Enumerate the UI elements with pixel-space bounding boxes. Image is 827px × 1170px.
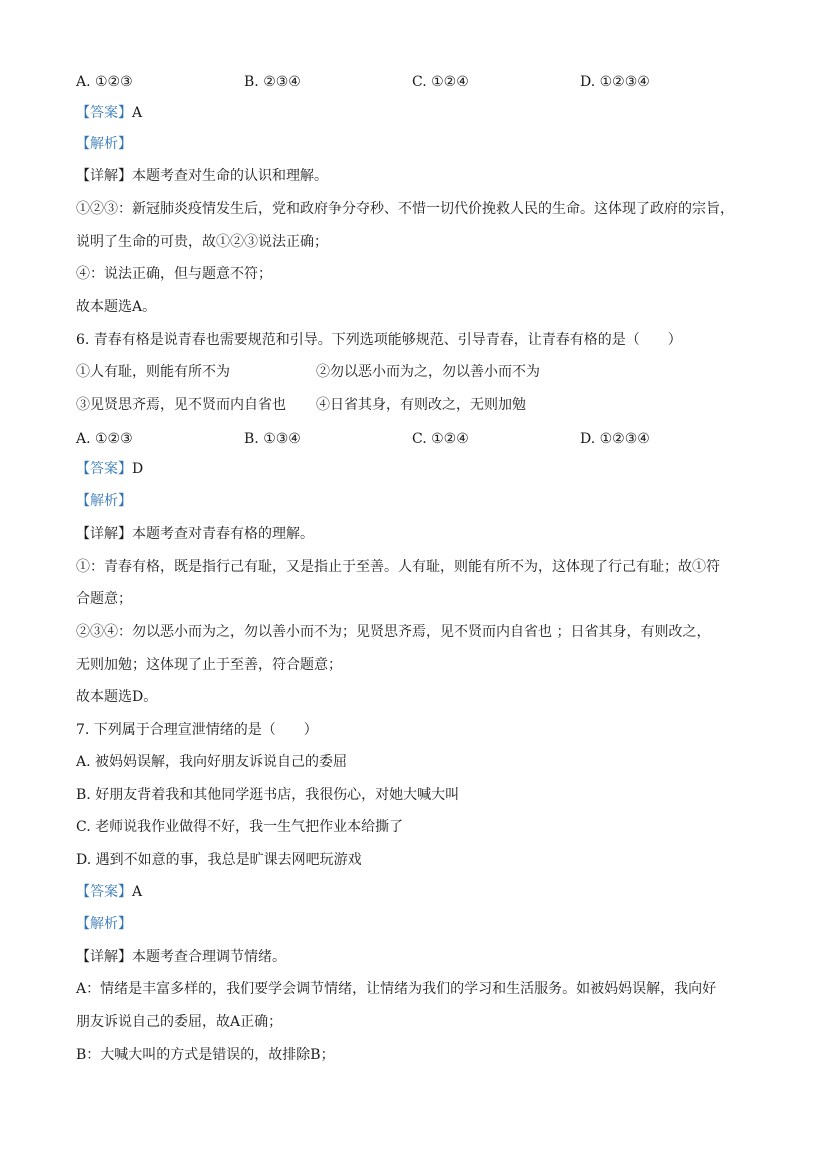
q5-analysis-tag: 【解析】 — [76, 136, 132, 152]
q6-explanation-2b: 无则加勉；这体现了止于至善，符合题意； — [76, 657, 342, 673]
q5-explanation-1b: 说明了生命的可贵，故①②③说法正确； — [76, 234, 328, 250]
answer-tag: 【答案】 — [76, 884, 132, 900]
q5-explanation-2: ④：说法正确，但与题意不符； — [76, 266, 272, 282]
answer-value: A — [132, 105, 143, 121]
q5-conclusion: 故本题选A。 — [76, 299, 157, 315]
q5-option-b: B. ②③④ — [244, 74, 301, 90]
answer-value: A — [132, 884, 143, 900]
q6-explanation-2a: ②③④：勿以恶小而为之，勿以善小而不为；见贤思齐焉，见不贤而内自省也 ；日省其身，有则改之， — [76, 624, 711, 640]
q5-option-d: D. ①②③④ — [580, 74, 650, 90]
q7-detail: 【详解】本题考查合理调节情绪。 — [76, 949, 286, 965]
q6-item-3: ③见贤思齐焉，见不贤而内自省也 — [76, 397, 286, 413]
answer-value: D — [132, 461, 144, 477]
q7-explanation-a2: 朋友诉说自己的委屈，故A正确； — [76, 1014, 283, 1030]
q6-option-a: A. ①②③ — [76, 431, 133, 447]
q7-question: 7. 下列属于合理宣泄情绪的是（ ） — [76, 722, 318, 738]
q6-conclusion: 故本题选D。 — [76, 689, 158, 705]
q6-detail: 【详解】本题考查对青春有格的理解。 — [76, 526, 314, 542]
q7-option-c: C. 老师说我作业做得不好，我一生气把作业本给撕了 — [76, 819, 404, 835]
q5-option-a: A. ①②③ — [76, 74, 133, 90]
q7-option-d: D. 遇到不如意的事，我总是旷课去网吧玩游戏 — [76, 852, 362, 868]
answer-tag: 【答案】 — [76, 105, 132, 121]
q6-explanation-1b: 合题意； — [76, 591, 132, 607]
q5-answer — [76, 103, 767, 123]
q5-detail: 【详解】本题考查对生命的认识和理解。 — [76, 168, 328, 184]
q7-explanation-a1: A：情绪是丰富多样的，我们要学会调节情绪，让情绪为我们的学习和生活服务。如被妈妈误解，我向好 — [76, 981, 717, 997]
answer-tag: 【答案】 — [76, 461, 132, 477]
q5-option-c: C. ①②④ — [412, 74, 469, 90]
q7-explanation-b: B：大喊大叫的方式是错误的，故排除B； — [76, 1047, 335, 1063]
q6-item-1: ①人有耻，则能有所不为 — [76, 364, 230, 380]
q5-explanation-1a: ①②③：新冠肺炎疫情发生后，党和政府争分夺秒、不惜一切代价挽救人民的生命。这体现了政府的宗旨， — [76, 201, 734, 217]
q7-answer — [76, 882, 767, 902]
q6-option-b: B. ①③④ — [244, 431, 301, 447]
q6-item-2: ②勿以恶小而为之，勿以善小而不为 — [316, 364, 540, 380]
q6-option-d: D. ①②③④ — [580, 431, 650, 447]
q6-analysis-tag: 【解析】 — [76, 493, 132, 509]
q7-option-a: A. 被妈妈误解，我向好朋友诉说自己的委屈 — [76, 754, 348, 770]
q7-option-b: B. 好朋友背着我和其他同学逛书店，我很伤心，对她大喊大叫 — [76, 787, 460, 803]
q6-item-4: ④日省其身，有则改之，无则加勉 — [316, 397, 526, 413]
q6-explanation-1a: ①：青春有格，既是指行己有耻，又是指止于至善。人有耻，则能有所不为，这体现了行己有耻；故①符 — [76, 559, 720, 575]
q6-option-c: C. ①②④ — [412, 431, 469, 447]
q7-analysis-tag: 【解析】 — [76, 916, 132, 932]
q6-answer — [76, 459, 767, 479]
q6-question: 6. 青春有格是说青春也需要规范和引导。下列选项能够规范、引导青春，让青春有格的是（ ） — [76, 332, 682, 348]
